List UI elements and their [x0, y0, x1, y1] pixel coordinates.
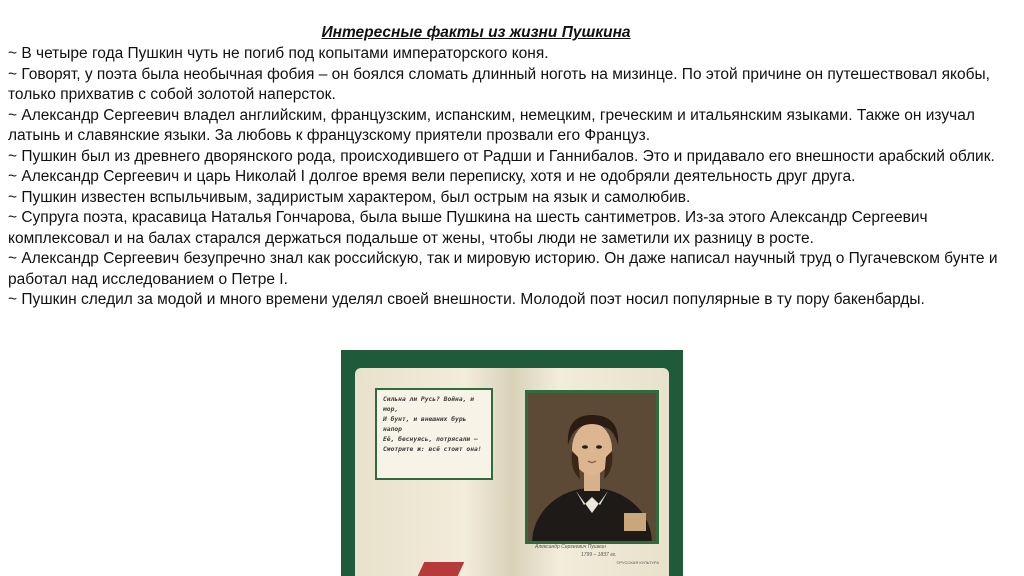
portrait-frame	[525, 390, 659, 544]
ribbon-decoration	[418, 562, 465, 576]
portrait-years: 1799 – 1837 гг.	[581, 552, 617, 558]
fact-item: ~ Александр Сергеевич безупречно знал как российскую, так и мировую историю. Он даже написал научный труд о Пугачевском бунте и работал над исследованием о Петре I.	[8, 250, 998, 288]
fact-item: ~ Супруга поэта, красавица Наталья Гончарова, была выше Пушкина на шесть сантиметров. Из-за этого Александр Сергеевич комплексовал и на балах старался держаться подальше от жены, чтобы люди не заметили их разницу в росте.	[8, 209, 928, 247]
book-right-page	[511, 368, 669, 576]
fact-item: ~ Александр Сергеевич и царь Николай I долгое время вели переписку, хотя и не одобряли деятельность друг друга.	[8, 168, 856, 185]
facts-list	[8, 44, 1016, 311]
fact-item: ~ Пушкин следил за модой и много времени уделял своей внешности. Молодой поэт носил популярные в ту пору бакенбарды.	[8, 291, 925, 308]
poem-quote: Сильна ли Русь? Война, и мор, И бунт, и внешних бурь напор Её, беснуясь, потрясали — Смотрите ж: всё стоит она!	[375, 388, 493, 480]
image-credit: ©РУССКАЯ КУЛЬТУРА	[616, 560, 659, 565]
fact-item: ~ Александр Сергеевич владел английским, французским, испанским, немецким, греческим и итальянским языками. Также он изучал латынь и славянские языки. За любовь к французскому приятели прозвали его Француз.	[8, 106, 975, 144]
fact-item: ~ Пушкин был из древнего дворянского рода, происходившего от Радши и Ганнибалов. Это и придавало его внешности арабский облик.	[8, 147, 995, 165]
portrait-caption: Александр Сергеевич Пушкин	[535, 544, 606, 550]
fact-item: ~ Пушкин известен вспыльчивым, задиристым характером, был острым на язык и самолюбив.	[8, 188, 691, 206]
fact-item: ~ Говорят, у поэта была необычная фобия – он боялся сломать длинный ноготь на мизинце. По этой причине он путешествовал якобы, только прихватив с собой золотой наперсток.	[8, 65, 990, 103]
fact-item: ~ В четыре года Пушкин чуть не погиб под копытами императорского коня.	[8, 45, 549, 62]
book-left-page	[355, 368, 513, 576]
portrait-image	[528, 393, 656, 541]
book-image	[341, 350, 683, 576]
page-title: Интересные факты из жизни Пушкина	[321, 24, 631, 41]
